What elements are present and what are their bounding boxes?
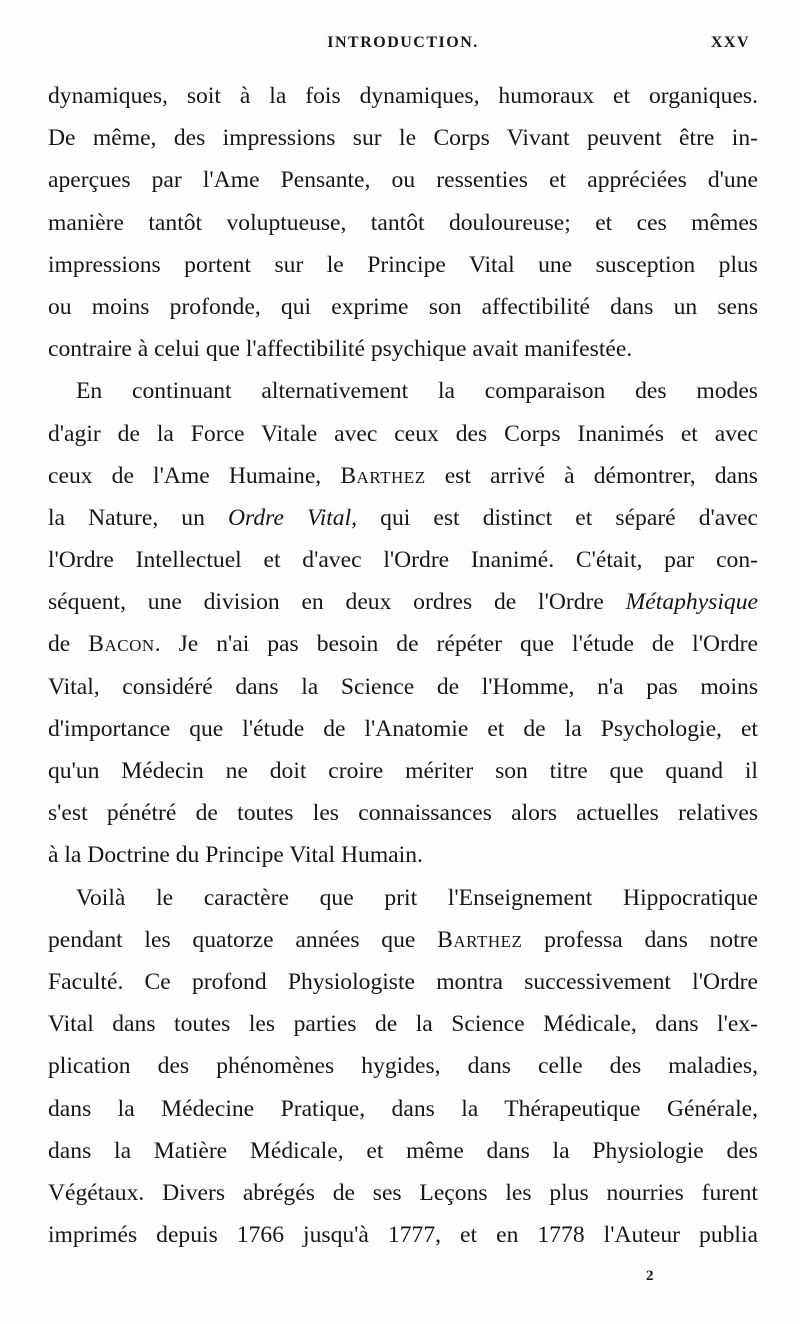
text-line: contraire à celui que l'affectibilité psychique avait manifestée. [48, 336, 633, 363]
text-line: Végétaux. Divers abrégés de ses Leçons les plus nourries furent [48, 1179, 758, 1206]
text-line: ou moins profonde, qui exprime son affectibilité dans un sens [48, 293, 758, 320]
author-name: Barthez [340, 462, 426, 489]
text-line: de Bacon. Je n'ai pas besoin de répéter que l'étude de l'Ordre [48, 631, 758, 658]
running-title: INTRODUCTION. [327, 34, 479, 51]
text-line: la Nature, un Ordre Vital, qui est distinct et séparé d'avec [48, 504, 759, 531]
text-line: dynamiques, soit à la fois dynamiques, humoraux et organiques. [48, 83, 758, 109]
author-name: Barthez [437, 926, 523, 953]
text-line: séquent, une division en deux ordres de l'Ordre Métaphysique [48, 589, 758, 616]
text-line: aperçues par l'Ame Pensante, ou ressenties et appréciées d'une [48, 167, 758, 194]
text-line: d'importance que l'étude de l'Anatomie et de la Psychologie, et [48, 715, 758, 742]
text-line: Vital, considéré dans la Science de l'Homme, n'a pas moins [48, 673, 758, 700]
italic-term: Ordre Vital, [228, 504, 358, 531]
text-line: manière tantôt voluptueuse, tantôt douloureuse; et ces mêmes [48, 209, 758, 236]
text-line: Voilà le caractère que prit l'Enseignement Hippocratique [76, 884, 758, 911]
text-line: dans la Médecine Pratique, dans la Thérapeutique Générale, [48, 1095, 758, 1122]
text-line: De même, des impressions sur le Corps Vivant peuvent être in- [48, 125, 758, 152]
text-line: Faculté. Ce profond Physiologiste montra successivement l'Ordre [48, 968, 758, 995]
text-line: d'agir de la Force Vitale avec ceux des Corps Inanimés et avec [48, 420, 758, 447]
running-head [48, 34, 758, 56]
body-text [48, 75, 758, 1256]
page-number: XXV [710, 34, 750, 51]
text-line: Vital dans toutes les parties de la Science Médicale, dans l'ex- [48, 1011, 758, 1038]
text-line: ceux de l'Ame Humaine, Barthez est arrivé à démontrer, dans [48, 462, 758, 489]
text-line: plication des phénomènes hygides, dans celle des maladies, [48, 1053, 758, 1080]
signature-mark: 2 [646, 1268, 654, 1284]
text-line: En continuant alternativement la comparaison des modes [76, 378, 758, 405]
text-line: qu'un Médecin ne doit croire mériter son titre que quand il [48, 758, 758, 784]
text-line: à la Doctrine du Principe Vital Humain. [48, 842, 423, 869]
text-line: impressions portent sur le Principe Vital une susception plus [48, 251, 758, 278]
text-line: s'est pénétré de toutes les connaissances alors actuelles relatives [48, 800, 758, 827]
italic-term: Métaphysique [625, 589, 758, 616]
text-line: dans la Matière Médicale, et même dans la Physiologie des [48, 1137, 758, 1164]
text-line: pendant les quatorze années que Barthez professa dans notre [48, 926, 758, 953]
text-line: imprimés depuis 1766 jusqu'à 1777, et en 1778 l'Auteur publia [48, 1222, 758, 1249]
author-name: Bacon [88, 631, 155, 658]
text-line: l'Ordre Intellectuel et d'avec l'Ordre Inanimé. C'était, par con- [48, 547, 758, 574]
